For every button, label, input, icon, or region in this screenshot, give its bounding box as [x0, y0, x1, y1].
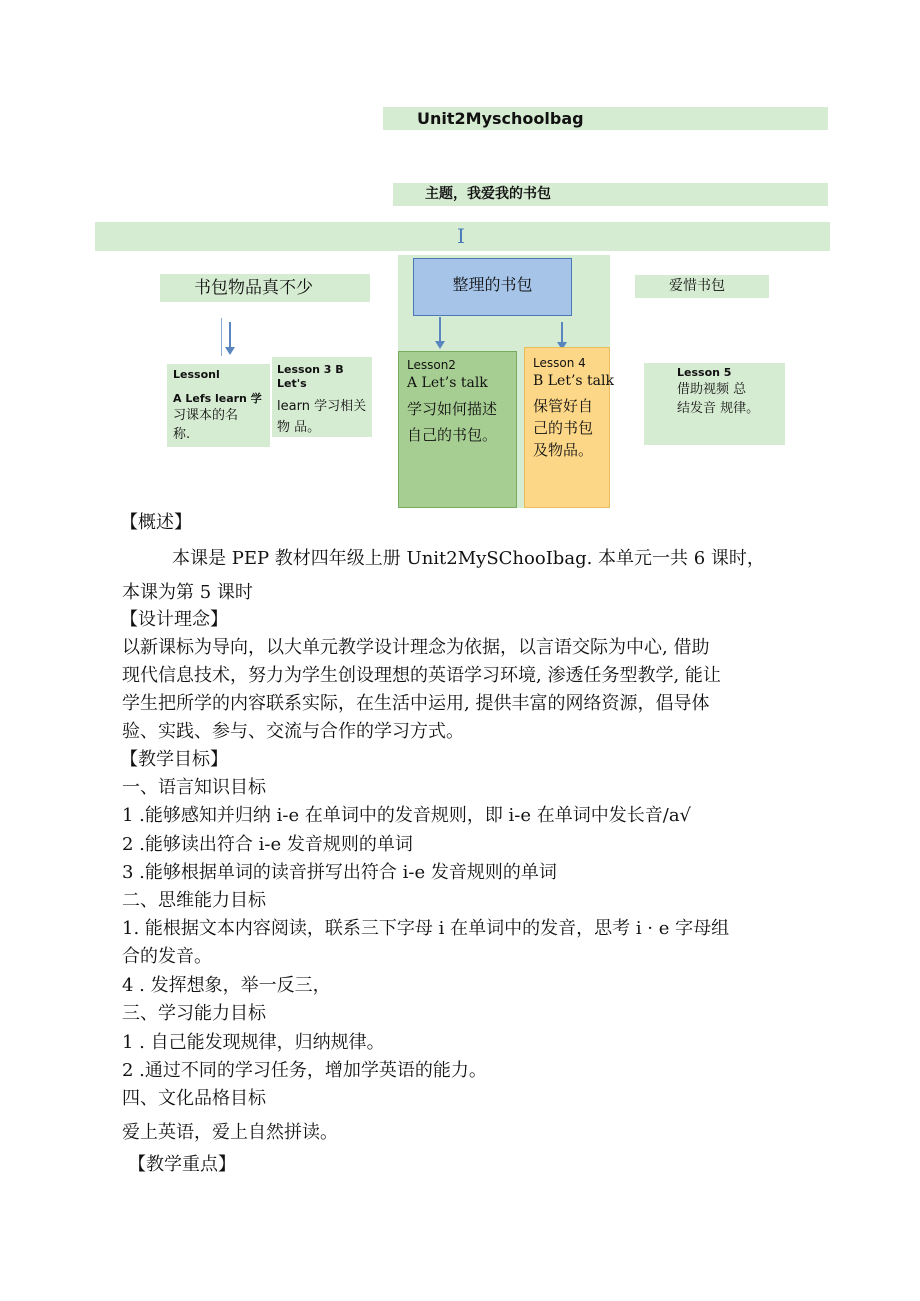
lesson1-line3: 称.: [173, 427, 191, 442]
lesson3-line2: learn 学习相关: [277, 399, 367, 414]
overview-line1: 本课是 PEP 教材四年级上册 Unit2MySChooIbag. 本单元一共 6 课时，: [172, 548, 765, 569]
goal2-item-1: 1. 能根据文本内容阅读，联系三下字母 i 在单词中的发音，思考 i · e 字母组: [122, 918, 730, 939]
lesson1-box: [167, 364, 270, 447]
design-line-4: 验、实践、参与、交流与合作的学习方式。: [122, 721, 464, 742]
overview-line2: 本课为第 5 课时: [122, 582, 253, 603]
lesson3-box: [272, 357, 372, 437]
left-arrow-head: [225, 347, 235, 355]
goal2-item-3: 4 . 发挥想象，举一反三，: [122, 975, 331, 996]
lesson4-line1: B Let’s talk: [533, 373, 614, 389]
design-heading: 【设计理念】: [120, 609, 228, 630]
design-line-3: 学生把所学的内容联系实际，在生活中运用, 提供丰富的网络资源，倡导体: [122, 693, 710, 714]
center-arrow2-line: [561, 322, 563, 344]
goals-heading: 【教学目标】: [120, 749, 228, 770]
center-arrow1-line: [439, 317, 441, 343]
lesson4-line2: 保管好自: [533, 397, 594, 415]
goal3-heading: 三、学习能力目标: [122, 1003, 266, 1024]
overview-heading: 【概述】: [120, 512, 192, 533]
lesson5-title: Lesson 5: [677, 366, 732, 379]
left-arrow-line: [229, 322, 231, 348]
goal3-item-1: 1 . 自己能发现规律，归纳规律。: [122, 1032, 385, 1053]
left-arrow-stub: [221, 318, 222, 356]
lesson1-line2: 习课本的名: [173, 408, 239, 423]
lesson3-line1: Lesson 3 B Let's: [277, 363, 344, 390]
goal4-item-1: 爱上英语，爱上自然拼读。: [122, 1122, 338, 1143]
lesson4-line3: 己的书包: [533, 419, 594, 437]
goal1-heading: 一、语言知识目标: [122, 777, 266, 798]
lesson2-line2: 学习如何描述: [407, 400, 498, 418]
lesson3-line3: 物 品。: [277, 420, 321, 435]
lesson2-title: Lesson2: [407, 358, 456, 372]
center-heading: 整理的书包: [413, 258, 572, 316]
lesson4-line4: 及物品。: [533, 441, 594, 459]
right-heading: 爱惜书包: [635, 275, 769, 298]
theme-title: 主题，我爱我的书包: [393, 183, 828, 206]
goal2-item-2: 合的发音。: [122, 946, 212, 967]
goal3-item-2: 2 .通过不同的学习任务，增加学英语的能力。: [122, 1060, 487, 1081]
lesson1-line1: A Lefs learn 学: [173, 392, 262, 405]
center-arrow1-head: [435, 341, 445, 349]
lesson5-line2: 结发音 规律。: [677, 401, 760, 416]
lesson2-line1: A Let’s talk: [407, 375, 488, 391]
wide-bar: I: [95, 222, 830, 251]
lesson1-title: Lessonl: [173, 368, 220, 381]
lesson5-box: [644, 363, 785, 445]
goal4-heading: 四、文化品格目标: [122, 1088, 266, 1109]
lesson2-box: [398, 351, 517, 508]
design-line-2: 现代信息技术，努力为学生创设理想的英语学习环境, 渗透任务型教学, 能让: [122, 665, 721, 686]
lesson4-box: [524, 347, 614, 508]
unit-title: Unit2Myschoolbag: [383, 107, 828, 130]
lesson4-title: Lesson 4: [533, 356, 586, 370]
left-heading: 书包物品真不少: [160, 274, 370, 302]
goal2-heading: 二、思维能力目标: [122, 890, 266, 911]
goal1-item-1: 1 .能够感知并归纳 i-e 在单词中的发音规则，即 i-e 在单词中发长音/a√: [122, 805, 692, 826]
goal1-item-2: 2 .能够读出符合 i-e 发音规则的单词: [122, 834, 413, 855]
lesson5-line1: 借助视频 总: [677, 382, 747, 397]
goal1-item-3: 3 .能够根据单词的读音拼写出符合 i-e 发音规则的单词: [122, 862, 557, 883]
key-heading: 【教学重点】: [128, 1154, 236, 1175]
lesson2-line3: 自己的书包。: [407, 426, 498, 444]
design-line-1: 以新课标为导向，以大单元教学设计理念为依据，以言语交际为中心, 借助: [122, 637, 710, 658]
